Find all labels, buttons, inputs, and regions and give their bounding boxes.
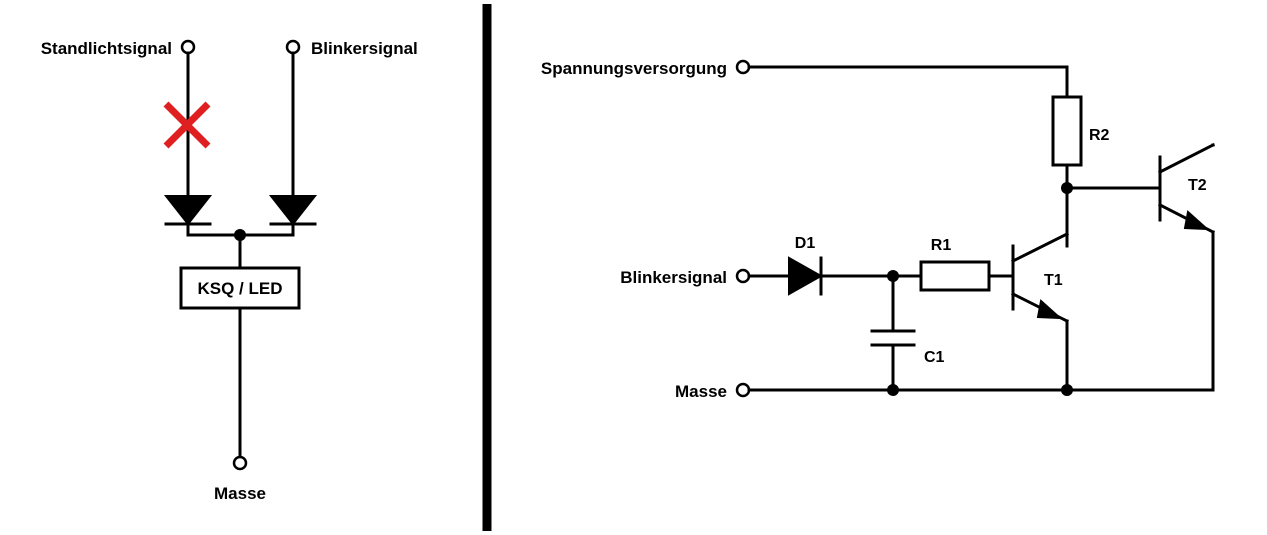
label-standlichtsignal: Standlichtsignal — [40, 39, 172, 58]
resistor-r1[interactable] — [921, 262, 989, 290]
label-blinkersignal-right: Blinkersignal — [620, 268, 727, 287]
label-masse-left: Masse — [214, 484, 266, 503]
diode-left — [166, 196, 210, 235]
terminal-standlichtsignal[interactable] — [182, 41, 194, 53]
designator-d1: D1 — [794, 235, 816, 252]
capacitor-c1[interactable] — [872, 276, 914, 390]
designator-t2: T2 — [1188, 177, 1207, 194]
label-ksq-led: KSQ / LED — [197, 279, 283, 298]
left-circuit — [41, 39, 418, 503]
terminal-spannungsversorgung[interactable] — [737, 61, 749, 73]
transistor-t1[interactable] — [1013, 234, 1067, 390]
right-circuit — [541, 59, 1213, 401]
designator-r1: R1 — [930, 237, 952, 254]
junction-ground-c1 — [887, 384, 899, 396]
diode-right — [271, 196, 315, 235]
designator-c1: C1 — [924, 349, 945, 366]
designator-r2: R2 — [1089, 127, 1110, 144]
resistor-r2[interactable] — [1053, 97, 1081, 165]
terminal-masse-right[interactable] — [737, 384, 749, 396]
diode-d1[interactable] — [789, 258, 893, 294]
terminal-masse-left[interactable] — [234, 457, 246, 469]
label-spannungsversorgung: Spannungsversorgung — [540, 59, 727, 78]
label-blinkersignal-left: Blinkersignal — [311, 39, 418, 58]
terminal-blinkersignal-right[interactable] — [737, 270, 749, 282]
junction-ground-t1 — [1061, 384, 1073, 396]
designator-t1: T1 — [1044, 272, 1063, 289]
label-masse-right: Masse — [675, 382, 727, 401]
terminal-blinkersignal-left[interactable] — [287, 41, 299, 53]
